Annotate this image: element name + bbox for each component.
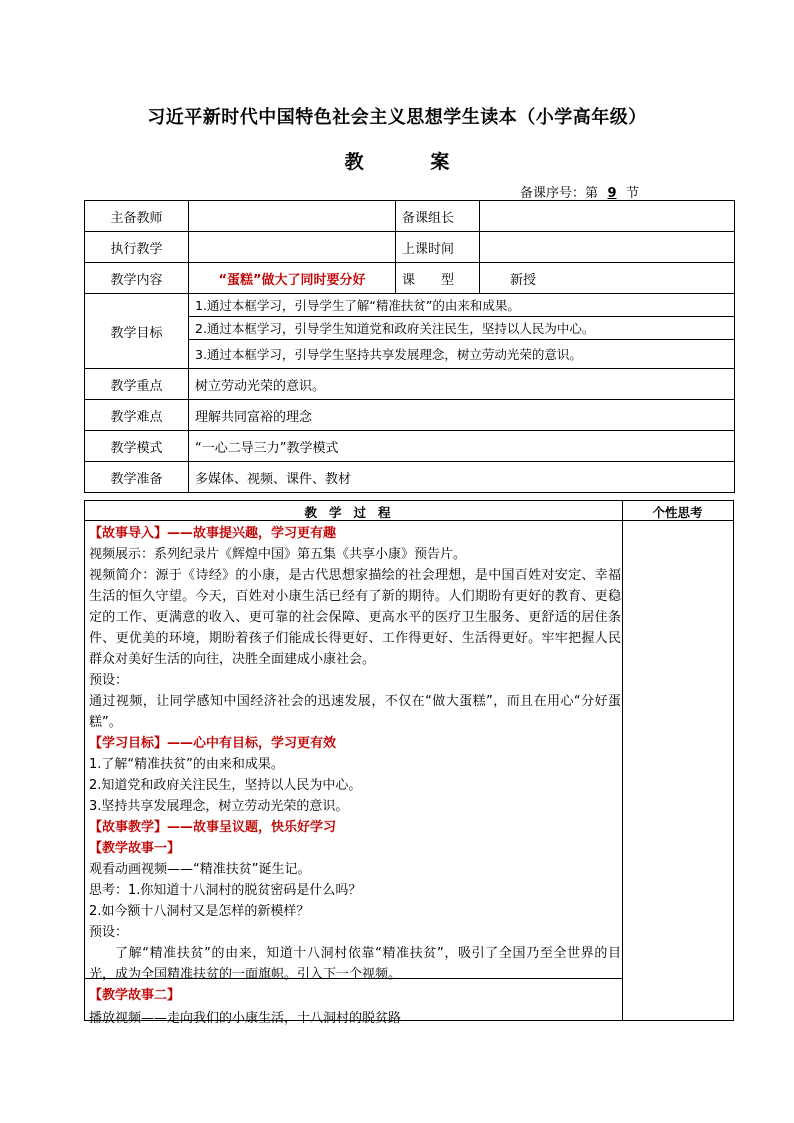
document-title: 习近平新时代中国特色社会主义思想学生读本（小学高年级） bbox=[147, 107, 647, 128]
teaching-content-label: 教学内容 bbox=[85, 263, 189, 294]
subtitle-char-1: 教 bbox=[344, 151, 364, 173]
class-time-label: 上课时间 bbox=[396, 232, 480, 263]
table-row bbox=[85, 294, 735, 317]
lead-teacher-label: 主备教师 bbox=[85, 201, 189, 232]
teaching-prep-value: 多媒体、视频、课件、教材 bbox=[189, 462, 735, 493]
section-heading: 【学习目标】——心中有目标，学习更有效 bbox=[89, 736, 337, 751]
key-point-label: 教学重点 bbox=[85, 369, 189, 400]
process-header bbox=[85, 501, 733, 521]
teaching-prep-label: 教学准备 bbox=[85, 462, 189, 493]
difficult-point-value: 理解共同富裕的理念 bbox=[189, 400, 735, 431]
lesson-sequence bbox=[520, 182, 639, 201]
group-leader-label: 备课组长 bbox=[396, 201, 480, 232]
table-row bbox=[85, 232, 735, 263]
section-heading: 【故事教学】——故事呈议题，快乐好学习 bbox=[89, 820, 337, 835]
teaching-mode-label: 教学模式 bbox=[85, 431, 189, 462]
teaching-goal-3: 3.通过本框学习，引导学生坚持共享发展理念，树立劳动光荣的意识。 bbox=[189, 340, 735, 369]
goal-line: 3.坚持共享发展理念，树立劳动光荣的意识。 bbox=[89, 799, 349, 814]
goal-line: 1.了解“精准扶贫”的由来和成果。 bbox=[89, 757, 284, 772]
process-paragraph: 了解“精准扶贫”的由来，知道十八洞村依靠“精准扶贫”，吸引了全国乃至全世界的目光，成为全国精准扶贫的一面旗帜。引入下一个视频。 bbox=[89, 946, 621, 982]
lesson-type-value: 新授 bbox=[480, 263, 735, 294]
process-line: 观看动画视频——“精准扶贫”诞生记。 bbox=[89, 862, 311, 877]
sequence-number: 9 bbox=[607, 186, 617, 201]
process-content bbox=[89, 523, 621, 1029]
process-header-left: 教学过程 bbox=[304, 505, 403, 520]
section-heading: 【教学故事二】 bbox=[89, 988, 181, 1003]
subtitle-char-2: 案 bbox=[430, 151, 450, 173]
process-line: 预设： bbox=[89, 673, 129, 688]
key-point-value: 树立劳动光荣的意识。 bbox=[189, 369, 735, 400]
table-row bbox=[85, 263, 735, 294]
difficult-point-label: 教学难点 bbox=[85, 400, 189, 431]
lead-teacher-value[interactable] bbox=[189, 201, 396, 232]
document-subtitle bbox=[0, 147, 794, 174]
teaching-content-value: “蛋糕”做大了同时要分好 bbox=[189, 263, 396, 294]
process-line: 视频展示：系列纪录片《辉煌中国》第五集《共享小康》预告片。 bbox=[89, 547, 467, 562]
process-header-right: 个性思考 bbox=[652, 505, 703, 520]
sequence-prefix: 备课序号：第 bbox=[520, 186, 599, 201]
teaching-process-table bbox=[84, 500, 734, 1026]
process-line: 思考：1.你知道十八洞村的脱贫密码是什么吗？ bbox=[89, 883, 362, 898]
table-row bbox=[85, 462, 735, 493]
process-line: 播放视频——走向我们的小康生活，十八洞村的脱贫路 bbox=[89, 1011, 402, 1026]
class-time-value[interactable] bbox=[480, 232, 735, 263]
teaching-goals-label: 教学目标 bbox=[85, 294, 189, 369]
table-row bbox=[85, 201, 735, 232]
column-divider bbox=[622, 501, 623, 1020]
table-row bbox=[85, 431, 735, 462]
teaching-goal-1: 1.通过本框学习，引导学生了解“精准扶贫”的由来和成果。 bbox=[189, 294, 735, 317]
teaching-goal-2: 2.通过本框学习，引导学生知道党和政府关注民生，坚持以人民为中心。 bbox=[189, 317, 735, 340]
sequence-suffix: 节 bbox=[626, 186, 640, 201]
lesson-type-label: 课 型 bbox=[396, 263, 480, 294]
table-row bbox=[85, 369, 735, 400]
table-row bbox=[85, 400, 735, 431]
goal-line: 2.知道党和政府关注民生，坚持以人民为中心。 bbox=[89, 778, 362, 793]
exec-teaching-value[interactable] bbox=[189, 232, 396, 263]
section-heading: 【故事导入】——故事提兴趣，学习更有趣 bbox=[89, 526, 337, 541]
lesson-info-table bbox=[84, 200, 735, 493]
group-leader-value[interactable] bbox=[480, 201, 735, 232]
process-paragraph: 通过视频，让同学感知中国经济社会的迅速发展，不仅在“做大蛋糕”，而且在用心“分好蛋糕”。 bbox=[89, 694, 621, 730]
exec-teaching-label: 执行教学 bbox=[85, 232, 189, 263]
process-line: 预设： bbox=[89, 925, 129, 940]
process-paragraph: 视频简介：源于《诗经》的小康，是古代思想家描绘的社会理想，是中国百姓对安定、幸福生活的恒久守望。今天，百姓对小康生活已经有了新的期待。人们期盼有更好的教育、更稳定的工作、更满意的收入、更可靠的社会保障、更高水平的医疗卫生服务、更舒适的居住条件、更优美的环境，期盼着孩子们能成长得更好、工作得更好、生活得更好。牢牢把握人民群众对美好生活的向往，决胜全面建成小康社会。 bbox=[89, 568, 621, 667]
section-heading: 【教学故事一】 bbox=[89, 841, 181, 856]
process-line: 2.如今额十八洞村又是怎样的新模样？ bbox=[89, 904, 310, 919]
teaching-mode-value: “一心二导三力”教学模式 bbox=[189, 431, 735, 462]
